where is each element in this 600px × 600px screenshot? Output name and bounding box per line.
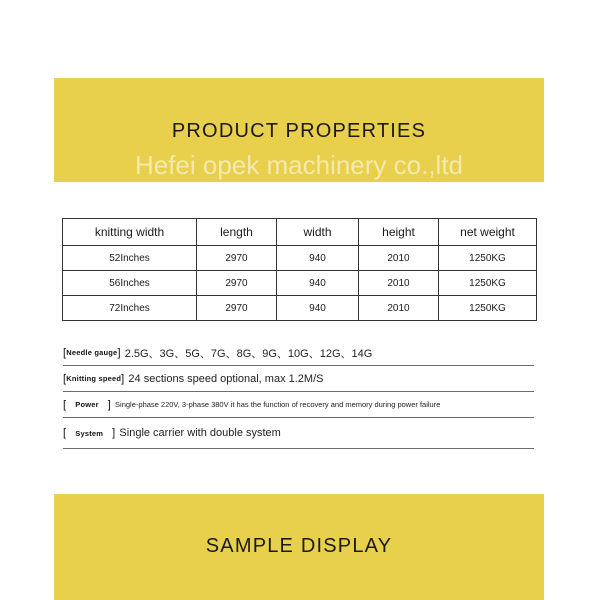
property-knitting-speed	[63, 366, 534, 392]
property-label: [ Knitting speed ]	[63, 372, 125, 385]
page-title: PRODUCT PROPERTIES	[171, 120, 427, 142]
column-header: width	[277, 219, 359, 246]
property-value: 24 sections speed optional, max 1.2M/S	[128, 372, 324, 385]
table-cell: 940	[277, 246, 359, 271]
table-cell: 1250KG	[439, 271, 537, 296]
table-cell: 56Inches	[63, 271, 197, 296]
table-cell: 940	[277, 296, 359, 321]
table-cell: 52Inches	[63, 246, 197, 271]
property-label: [ Power ]	[63, 398, 112, 411]
column-header: knitting width	[63, 219, 197, 246]
property-label: [ Needle gauge ]	[63, 346, 121, 359]
property-power	[63, 392, 534, 418]
property-needle-gauge	[63, 340, 534, 366]
table-row	[63, 246, 537, 271]
section-title: SAMPLE DISPLAY	[205, 535, 393, 557]
table-cell: 2970	[197, 296, 277, 321]
table-cell: 2970	[197, 271, 277, 296]
table-header-row	[63, 219, 537, 246]
spec-table	[62, 218, 537, 321]
table-cell: 940	[277, 271, 359, 296]
table-cell: 1250KG	[439, 246, 537, 271]
property-value: 2.5G、3G、5G、7G、8G、9G、10G、12G、14G	[124, 347, 373, 360]
company-watermark: Hefei opek machinery co.,ltd	[134, 150, 464, 180]
properties-list	[63, 340, 534, 449]
column-header: height	[359, 219, 439, 246]
property-value: Single carrier with double system	[119, 427, 281, 439]
table-row	[63, 271, 537, 296]
table-cell: 1250KG	[439, 296, 537, 321]
table-row	[63, 296, 537, 321]
property-value: Single-phase 220V, 3-phase 380V it has the function of recovery and memory during power failure	[115, 400, 441, 409]
table-cell: 2970	[197, 246, 277, 271]
table-cell: 2010	[359, 296, 439, 321]
property-label: [ System ]	[63, 427, 116, 439]
table-cell: 72Inches	[63, 296, 197, 321]
table-cell: 2010	[359, 246, 439, 271]
property-system	[63, 418, 534, 449]
column-header: length	[197, 219, 277, 246]
column-header: net weight	[439, 219, 537, 246]
table-cell: 2010	[359, 271, 439, 296]
